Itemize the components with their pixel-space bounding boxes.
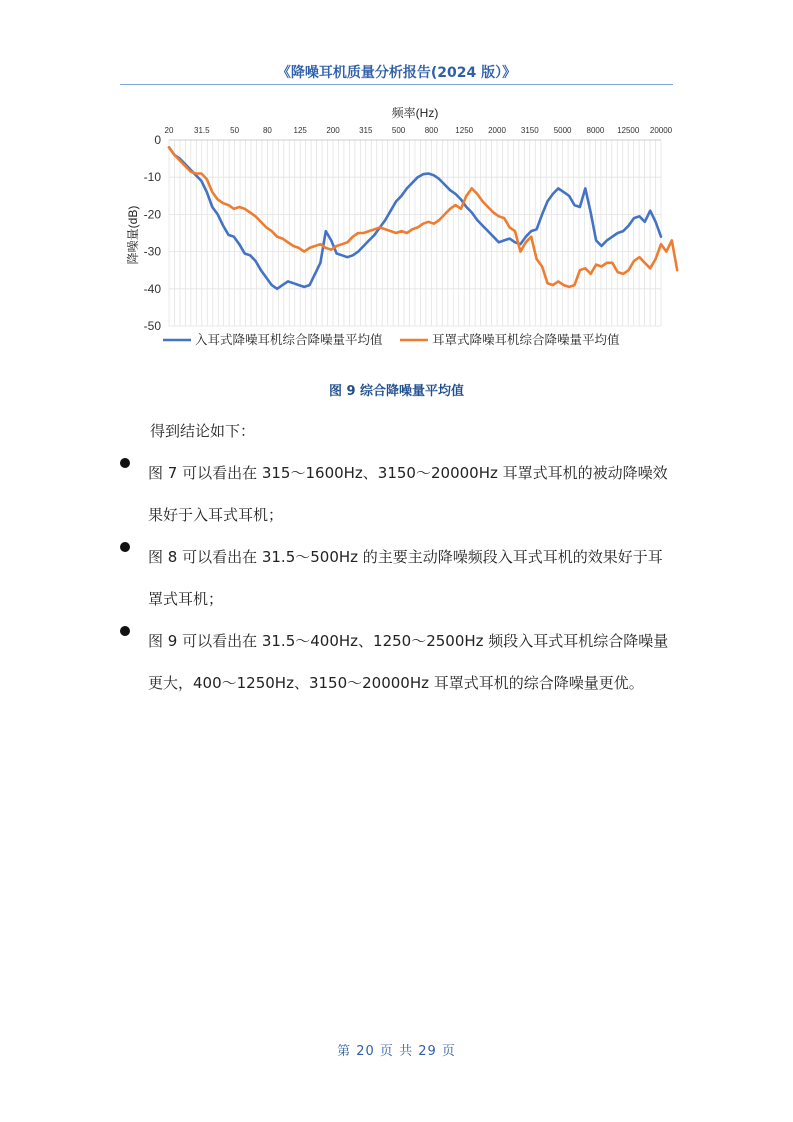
y-tick-label: -20 [143, 207, 161, 222]
chart-grid [169, 140, 661, 326]
y-tick-label: 0 [154, 133, 161, 147]
chart-y-tick-labels [144, 133, 162, 333]
y-tick-label: -50 [143, 319, 161, 333]
bullet-dot-icon [120, 458, 130, 468]
noise-reduction-chart [115, 100, 680, 355]
page-footer: 第 20 页 共 29 页 [337, 1044, 456, 1059]
conclusion-bullet-text: 图 9 可以看出在 31.5～400Hz、1250～2500Hz 频段入耳式耳机综合降噪量更大，400～1250Hz、3150～20000Hz 耳罩式耳机的综合降噪量更优。 [148, 632, 669, 692]
x-tick-label: 5000 [553, 126, 572, 135]
chart-legend [163, 332, 620, 347]
x-tick-label: 80 [262, 126, 272, 135]
legend-label: 耳罩式降噪耳机综合降噪量平均值 [432, 333, 620, 347]
x-tick-label: 200 [326, 126, 340, 135]
x-tick-label: 3150 [520, 126, 539, 135]
x-tick-label: 20 [164, 126, 174, 135]
y-tick-label: -40 [143, 281, 161, 296]
y-tick-label: -30 [143, 244, 161, 259]
chart-x-tick-labels [165, 126, 673, 135]
x-tick-label: 315 [359, 126, 373, 135]
x-tick-label: 500 [391, 126, 406, 135]
conclusion-intro: 得到结论如下： [150, 422, 256, 440]
legend-label: 入耳式降噪耳机综合降噪量平均值 [195, 333, 383, 347]
x-tick-label: 125 [293, 126, 307, 135]
chart-title: 频率(Hz) [391, 106, 439, 120]
conclusion-bullet-text: 图 7 可以看出在 315～1600Hz、3150～20000Hz 耳罩式耳机的被动降噪效果好于入耳式耳机； [148, 464, 668, 524]
x-tick-label: 8000 [586, 126, 605, 135]
x-tick-label: 800 [424, 126, 439, 135]
bullet-dot-icon [120, 626, 130, 636]
x-tick-label: 1250 [455, 126, 474, 135]
x-tick-label: 20000 [649, 126, 673, 135]
figure-caption: 图 9 综合降噪量平均值 [328, 384, 465, 399]
x-tick-label: 50 [230, 126, 240, 135]
header-divider [120, 84, 673, 85]
chart-y-axis-label: 降噪量(dB) [126, 205, 140, 265]
document-header-title: 《降噪耳机质量分析报告(2024 版）》 [276, 65, 517, 81]
bullet-dot-icon [120, 542, 130, 552]
conclusion-bullet-text: 图 8 可以看出在 31.5～500Hz 的主要主动降噪频段入耳式耳机的效果好于耳罩式耳机； [148, 548, 663, 608]
x-tick-label: 2000 [488, 126, 506, 135]
x-tick-label: 31.5 [194, 126, 210, 135]
x-tick-label: 12500 [617, 126, 640, 135]
y-tick-label: -10 [143, 170, 161, 185]
